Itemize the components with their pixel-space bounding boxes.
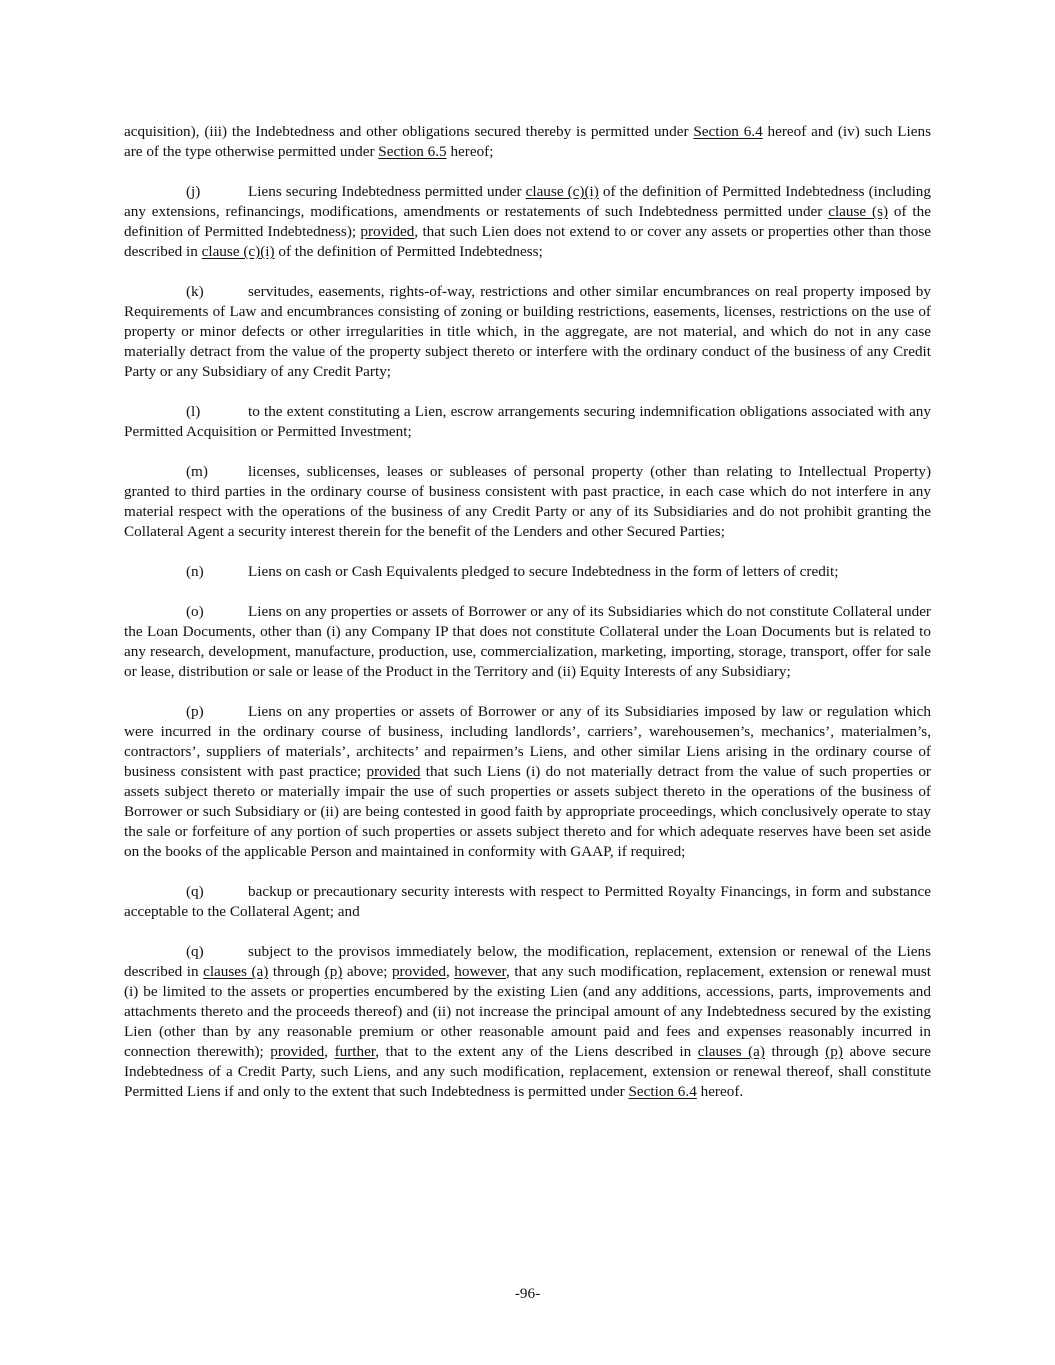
- paragraph-text: that such Liens (i) do not materially detract from the value of such properties or assets subject thereto or materially impair the use of such properties or assets subject thereto in the operations of the business of Borrower or such Subsidiary or (ii) are being contested in good faith by appropriate proceedings, which conclusively operate to stay the sale or forfeiture of any portion of such properties or assets subject thereto and for which adequate reserves have been set aside on the books of the applicable Person and maintained in conformity with GAAP, if required;: [124, 763, 931, 860]
- underlined-reference: (p): [324, 963, 343, 980]
- clause-label: (q): [186, 883, 204, 900]
- paragraph-text: Liens on any properties or assets of Borrower or any of its Subsidiaries imposed by law or regulation which were incurred in the ordinary course of business, including landlords’, carriers’, warehousemen’s, mechanics’, materialmen’s, contractors’, suppliers of materials’, architects’ and repairmen’s Liens, and other similar Liens arising in the ordinary course of business consistent with past practice;: [124, 703, 931, 780]
- clause-label: (p): [186, 703, 204, 720]
- underlined-reference: clause (c)(i): [525, 183, 599, 200]
- paragraph-text: through: [268, 963, 325, 980]
- paragraph-j: [124, 182, 931, 262]
- paragraph-text: hereof and (iv) such Liens are of the type otherwise permitted under: [124, 123, 931, 160]
- paragraph-n: [124, 562, 931, 582]
- underlined-reference: provided: [366, 763, 421, 780]
- clause-label: (n): [186, 563, 204, 580]
- paragraph-text: licenses, sublicenses, leases or subleases of personal property (other than relating to Intellectual Property) granted to third parties in the ordinary course of business consistent with past practice, in each case which do not interfere in any material respect with the operations of the business of any Credit Party or any of its Subsidiaries and do not prohibit granting the Collateral Agent a security interest therein for the benefit of the Lenders and other Secured Parties;: [124, 463, 931, 540]
- clause-label: (k): [186, 283, 204, 300]
- paragraph-text: hereof.: [696, 1083, 744, 1100]
- paragraph-text: hereof;: [446, 143, 494, 160]
- paragraph-text: above;: [342, 963, 392, 980]
- paragraph-text: Liens on cash or Cash Equivalents pledged to secure Indebtedness in the form of letters of credit;: [248, 563, 839, 580]
- document-body: [124, 122, 931, 1102]
- paragraph-continuation: [124, 122, 931, 162]
- underlined-reference: Section 6.4: [628, 1083, 697, 1100]
- paragraph-text: Liens securing Indebtedness permitted under: [248, 183, 526, 200]
- underlined-reference: clause (c)(i): [201, 243, 275, 260]
- paragraph-text: servitudes, easements, rights-of-way, restrictions and other similar encumbrances on real property imposed by Requirements of Law and encumbrances consisting of zoning or building restrictions, easements, licenses, restrictions on the use of property or minor defects or other irregularities in title which, in the aggregate, are not material, and which do not in any case materially detract from the value of the property subject thereto or interfere with the ordinary conduct of the business of any Credit Party or any Subsidiary of any Credit Party;: [124, 283, 931, 380]
- underlined-reference: clauses (a): [203, 963, 269, 980]
- underlined-reference: provided: [270, 1043, 325, 1060]
- paragraph-k: [124, 282, 931, 382]
- paragraph-text: Liens on any properties or assets of Borrower or any of its Subsidiaries which do not constitute Collateral under the Loan Documents, other than (i) any Company IP that does not constitute Collateral under the Loan Documents but is related to any research, development, manufacture, production, use, commercialization, marketing, importing, storage, transport, offer for sale or lease, distribution or sale or lease of the Product in the Territory and (ii) Equity Interests of any Subsidiary;: [124, 603, 931, 680]
- paragraph-text: of the definition of Permitted Indebtedness;: [274, 243, 543, 260]
- clause-label: (j): [186, 183, 201, 200]
- paragraph-text: backup or precautionary security interests with respect to Permitted Royalty Financings, in form and substance acceptable to the Collateral Agent; and: [124, 883, 931, 920]
- underlined-reference: clauses (a): [697, 1043, 765, 1060]
- paragraph-text: of the definition of Permitted Indebtedness);: [124, 203, 931, 240]
- paragraph-text: , that any such modification, replacement, extension or renewal must (i) be limited to the assets or properties encumbered by the existing Lien (and any additions, accessions, parts, improvements and attachments thereto and the proceeds thereof) and (ii) not increase the principal amount of any Indebtedness secured by the existing Lien (other than by any reasonable premium or other reasonable amount paid and fees and expenses reasonably incurred in connection therewith);: [124, 963, 932, 1060]
- underlined-reference: however: [454, 963, 506, 980]
- paragraph-m: [124, 462, 931, 542]
- underlined-reference: provided: [360, 223, 415, 240]
- clause-label: (o): [186, 603, 204, 620]
- underlined-reference: Section 6.5: [378, 143, 447, 160]
- underlined-reference: provided: [391, 963, 446, 980]
- paragraph-text: , that such Lien does not extend to or cover any assets or properties other than those described in: [124, 223, 931, 260]
- paragraph-text: to the extent constituting a Lien, escrow arrangements securing indemnification obligations associated with any Permitted Acquisition or Permitted Investment;: [124, 403, 931, 440]
- paragraph-o: [124, 602, 931, 682]
- underlined-reference: Section 6.4: [693, 123, 763, 140]
- paragraph-text: of the definition of Permitted Indebtedness (including any extensions, refinancings, modifications, amendments or restatements of such Indebtedness permitted under: [124, 183, 931, 220]
- paragraph-q2: [124, 942, 931, 1102]
- clause-label: (l): [186, 403, 201, 420]
- paragraph-text: ,: [445, 963, 455, 980]
- paragraph-text: subject to the provisos immediately below, the modification, replacement, extension or renewal of the Liens described in: [124, 943, 931, 980]
- underlined-reference: (p): [825, 1043, 843, 1060]
- page-number: -96-: [514, 1285, 541, 1302]
- paragraph-text: through: [764, 1043, 826, 1060]
- paragraph-l: [124, 402, 931, 442]
- clause-label: (m): [186, 463, 208, 480]
- paragraph-text: , that to the extent any of the Liens described in: [375, 1043, 698, 1060]
- paragraph-q1: [124, 882, 931, 922]
- underlined-reference: further: [334, 1043, 376, 1060]
- paragraph-text: ,: [324, 1043, 335, 1060]
- paragraph-text: acquisition), (iii) the Indebtedness and other obligations secured thereby is permitted under: [124, 123, 694, 140]
- paragraph-text: above secure Indebtedness of a Credit Party, such Liens, and any such modification, replacement, extension or renewal thereof, shall constitute Permitted Liens if and only to the extent that such Indebtedness is permitted under: [124, 1043, 931, 1100]
- underlined-reference: clause (s): [828, 203, 889, 220]
- clause-label: (q): [186, 943, 204, 960]
- document-page: [124, 122, 931, 1122]
- paragraph-p: [124, 702, 931, 862]
